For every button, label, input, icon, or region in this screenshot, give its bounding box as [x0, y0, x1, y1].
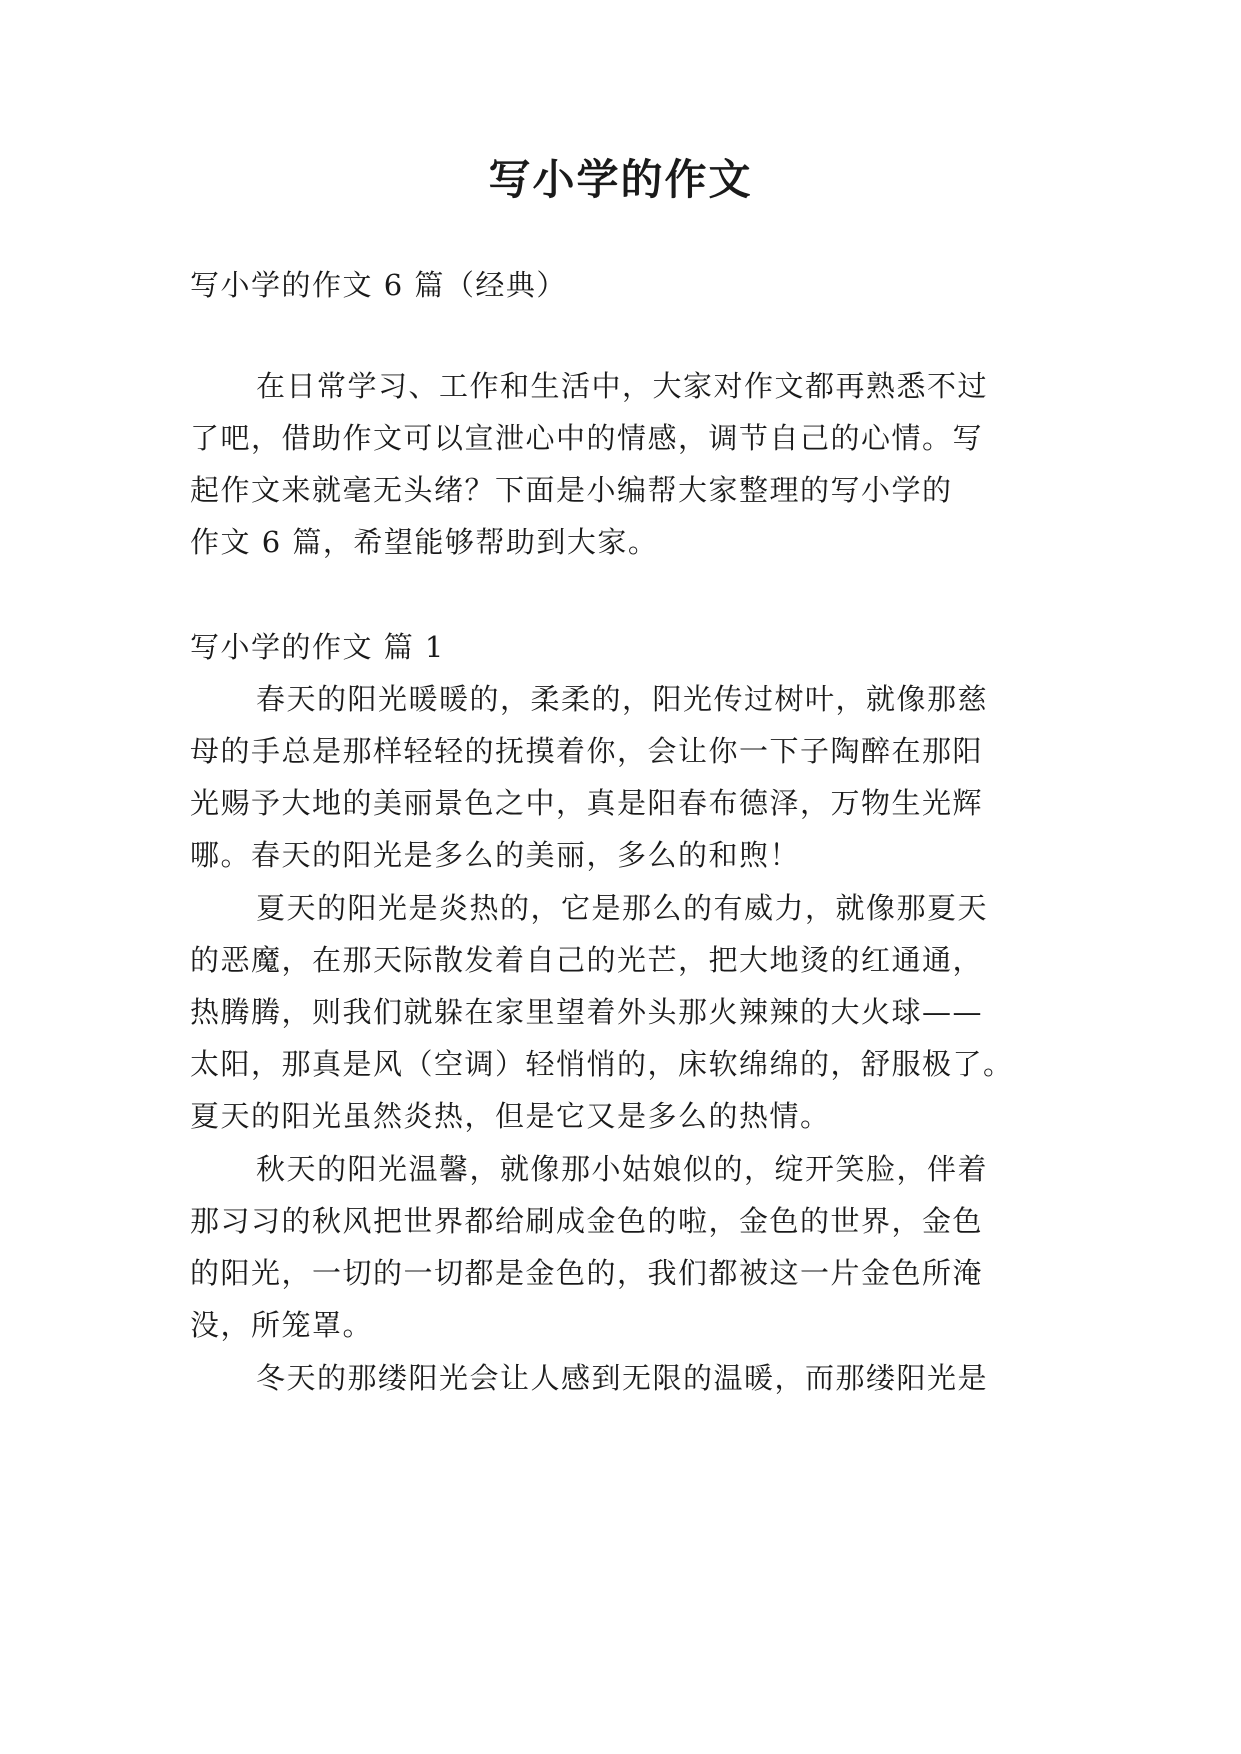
document-subtitle: 写小学的作文 6 篇（经典） — [190, 268, 567, 302]
intro-line: 在日常学习、工作和生活中，大家对作文都再熟悉不过 — [256, 369, 989, 403]
body-line: 夏天的阳光虽然炎热，但是它又是多么的热情。 — [190, 1099, 831, 1133]
body-line: 秋天的阳光温馨，就像那小姑娘似的，绽开笑脸，伴着 — [256, 1152, 989, 1186]
body-line: 夏天的阳光是炎热的，它是那么的有威力，就像那夏天 — [256, 891, 989, 925]
intro-line: 了吧，借助作文可以宣泄心中的情感，调节自己的心情。写 — [190, 421, 984, 455]
intro-line: 作文 6 篇，希望能够帮助到大家。 — [190, 525, 659, 559]
body-line: 的阳光，一切的一切都是金色的，我们都被这一片金色所淹 — [190, 1256, 984, 1290]
body-line: 春天的阳光暖暖的，柔柔的，阳光传过树叶，就像那慈 — [256, 682, 989, 716]
body-line: 那习习的秋风把世界都给刷成金色的啦，金色的世界，金色 — [190, 1204, 984, 1238]
body-line: 光赐予大地的美丽景色之中，真是阳春布德泽，万物生光辉 — [190, 786, 984, 820]
body-line: 母的手总是那样轻轻的抚摸着你，会让你一下子陶醉在那阳 — [190, 734, 984, 768]
document-title: 写小学的作文 — [488, 155, 753, 204]
body-line: 热腾腾，则我们就躲在家里望着外头那火辣辣的大火球—— — [190, 995, 984, 1029]
body-line: 没，所笼罩。 — [190, 1308, 374, 1342]
intro-line: 起作文来就毫无头绪？下面是小编帮大家整理的写小学的 — [190, 473, 953, 507]
body-line: 冬天的那缕阳光会让人感到无限的温暖，而那缕阳光是 — [256, 1361, 989, 1395]
section-heading: 写小学的作文 篇 1 — [190, 630, 445, 664]
body-line: 的恶魔，在那天际散发着自己的光芒，把大地烫的红通通， — [190, 943, 984, 977]
body-line: 太阳，那真是风（空调）轻悄悄的，床软绵绵的，舒服极了。 — [190, 1047, 1014, 1081]
body-line: 哪。春天的阳光是多么的美丽，多么的和煦！ — [190, 838, 801, 872]
